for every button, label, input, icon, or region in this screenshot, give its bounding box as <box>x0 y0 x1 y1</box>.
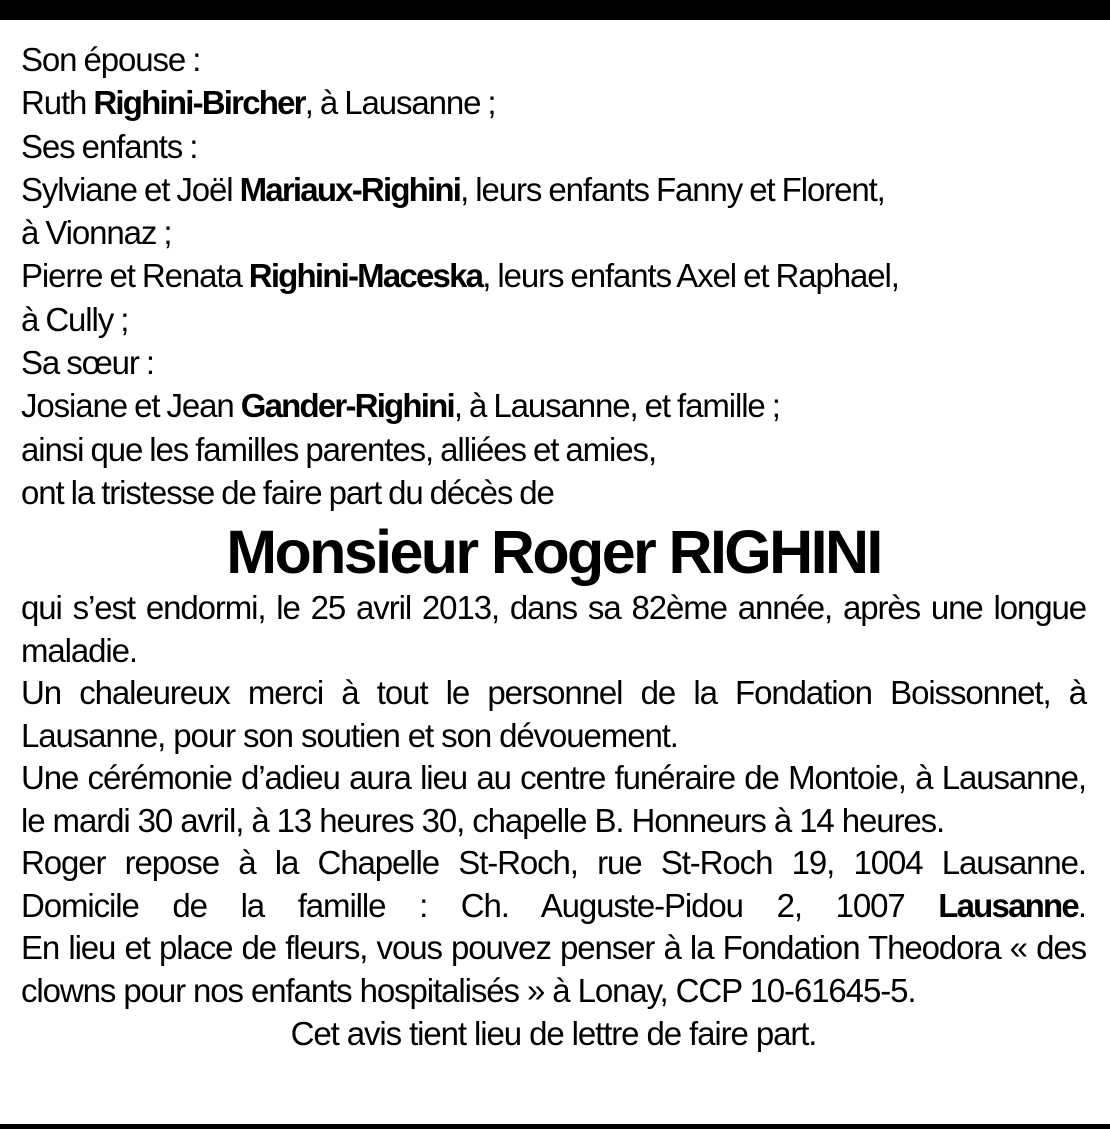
address-end: . <box>1077 886 1086 924</box>
top-rule <box>0 0 1110 20</box>
family-name: Mariaux-Righini <box>239 170 461 208</box>
family-line <box>21 38 1086 81</box>
line-text: ont la tristesse de faire part du décès de <box>21 473 554 511</box>
line-text: , leurs enfants Fanny et Florent, <box>460 170 885 208</box>
family-line <box>21 168 1086 211</box>
line-text: , à Lausanne, et famille ; <box>453 387 780 425</box>
family-name: Gander-Righini <box>240 387 454 425</box>
family-line <box>21 298 1086 341</box>
family-name: Righini-Maceska <box>248 257 483 295</box>
family-line <box>21 341 1086 384</box>
obituary-notice <box>21 38 1086 1055</box>
address-city: Lausanne <box>938 886 1078 924</box>
family-line <box>21 384 1086 427</box>
family-line <box>21 428 1086 471</box>
line-text: à Vionnaz ; <box>21 214 172 252</box>
line-text: Ruth <box>21 84 94 122</box>
line-text: ainsi que les familles parentes, alliées et amies, <box>21 430 657 468</box>
deceased-name: Monsieur Roger RIGHINI <box>226 518 881 587</box>
thanks-paragraph: Un chaleureux merci à tout le personnel de la Fondation Boissonnet, à Lausanne, pour son soutien et son dévouement. <box>21 674 1086 754</box>
line-text: Ses enfants : <box>21 127 198 165</box>
passing-paragraph: qui s’est endormi, le 25 avril 2013, dans sa 82ème année, après une longue maladie. <box>21 589 1086 669</box>
line-text: Pierre et Renata <box>21 257 249 295</box>
line-text: Josiane et Jean <box>21 387 241 425</box>
line-text: Sylviane et Joël <box>21 170 240 208</box>
family-line <box>21 81 1086 124</box>
rest-place-paragraph: Roger repose à la Chapelle St-Roch, rue St-Roch 19, 1004 Lausanne. <box>21 844 1086 882</box>
family-line <box>21 254 1086 297</box>
bottom-rule <box>0 1124 1110 1129</box>
line-text: , à Lausanne ; <box>304 84 496 122</box>
ceremony-paragraph: Une cérémonie d’adieu aura lieu au centre funéraire de Montoie, à Lausanne, le mardi 30 avril, à 13 heures 30, chapelle B. Honneurs à 14 heures. <box>21 759 1086 839</box>
line-text: à Cully ; <box>21 300 129 338</box>
family-address-paragraph <box>21 885 1086 928</box>
address-text: Domicile de la famille : Ch. Auguste-Pidou 2, 1007 <box>21 886 939 924</box>
donation-paragraph: En lieu et place de fleurs, vous pouvez penser à la Fondation Theodora « des clowns pour nos enfants hospitalisés » à Lonay, CCP 10-61645-5. <box>21 929 1086 1009</box>
line-text: , leurs enfants Axel et Raphael, <box>482 257 899 295</box>
family-line <box>21 471 1086 514</box>
family-name: Righini-Bircher <box>93 84 305 122</box>
family-list <box>21 38 1086 514</box>
family-line <box>21 211 1086 254</box>
line-text: Sa sœur : <box>21 344 154 382</box>
notice-body <box>21 587 1086 1012</box>
family-line <box>21 125 1086 168</box>
closing-note: Cet avis tient lieu de lettre de faire part. <box>290 1015 817 1053</box>
line-text: Son épouse : <box>21 41 201 78</box>
